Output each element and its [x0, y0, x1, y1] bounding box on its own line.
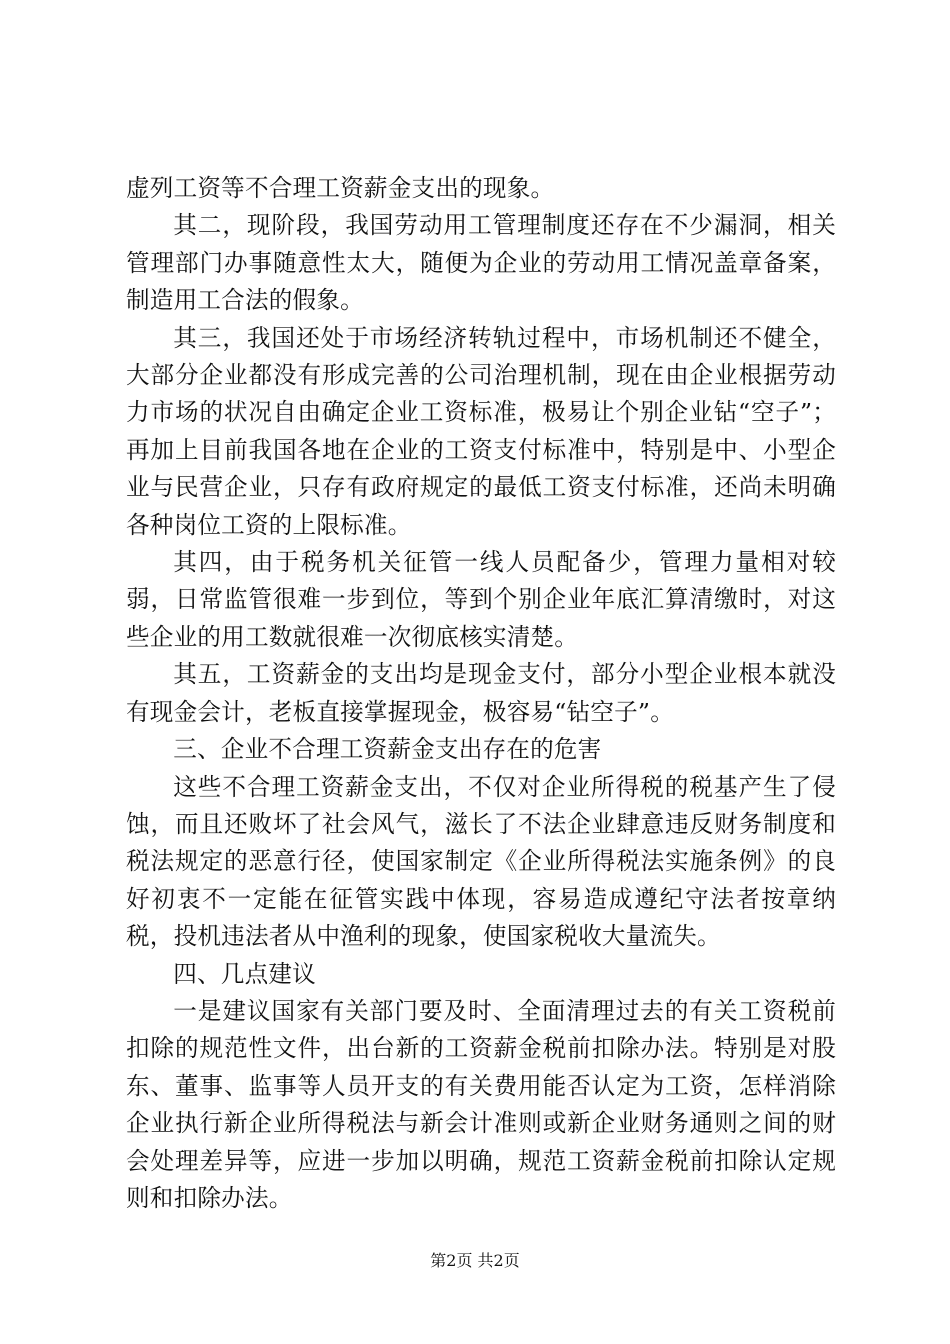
section-heading-harms: 三、企业不合理工资薪金支出存在的危害 [173, 735, 602, 764]
paragraph-point-three: 其三，我国还处于市场经济转轨过程中，市场机制还不健全，大部分企业都没有形成完善的公司治理机制，现在由企业根据劳动力市场的状况自由确定企业工资标准，极易让个别企业钻“空子”；再加上目前我国各地在企业的工资支付标准中，特别是中、小型企业与民营企业，只存有政府规定的最低工资支付标准，还尚未明确各种岗位工资的上限标准。 [126, 323, 836, 539]
page-number-footer: 第2页 共2页 [430, 1251, 520, 1270]
paragraph-point-four: 其四，由于税务机关征管一线人员配备少，管理力量相对较弱，日常监管很难一步到位，等到个别企业年底汇算清缴时，对这些企业的用工数就很难一次彻底核实清楚。 [126, 548, 836, 651]
section-heading-suggestions: 四、几点建议 [173, 959, 316, 988]
paragraph-harms: 这些不合理工资薪金支出，不仅对企业所得税的税基产生了侵蚀，而且还败坏了社会风气，滋长了不法企业肆意违反财务制度和税法规定的恶意行径，使国家制定《企业所得税法实施条例》的良好初衷不一定能在征管实践中体现，容易造成遵纪守法者按章纳税，投机违法者从中渔利的现象，使国家税收大量流失。 [126, 772, 836, 951]
document-body [126, 170, 836, 1217]
paragraph-point-two: 其二，现阶段，我国劳动用工管理制度还存在不少漏洞，相关管理部门办事随意性太大，随便为企业的劳动用工情况盖章备案，制造用工合法的假象。 [126, 211, 836, 315]
paragraph-continuation: 虚列工资等不合理工资薪金支出的现象。 [126, 174, 555, 202]
paragraph-suggestion-one: 一是建议国家有关部门要及时、全面清理过去的有关工资税前扣除的规范性文件，出台新的工资薪金税前扣除办法。特别是对股东、董事、监事等人员开支的有关费用能否认定为工资，怎样消除企业执行新企业所得税法与新会计准则或新企业财务通则之间的财会处理差异等，应进一步加以明确，规范工资薪金税前扣除认定规则和扣除办法。 [126, 996, 836, 1212]
paragraph-point-five: 其五，工资薪金的支出均是现金支付，部分小型企业根本就没有现金会计，老板直接掌握现金，极容易“钻空子”。 [126, 660, 836, 726]
